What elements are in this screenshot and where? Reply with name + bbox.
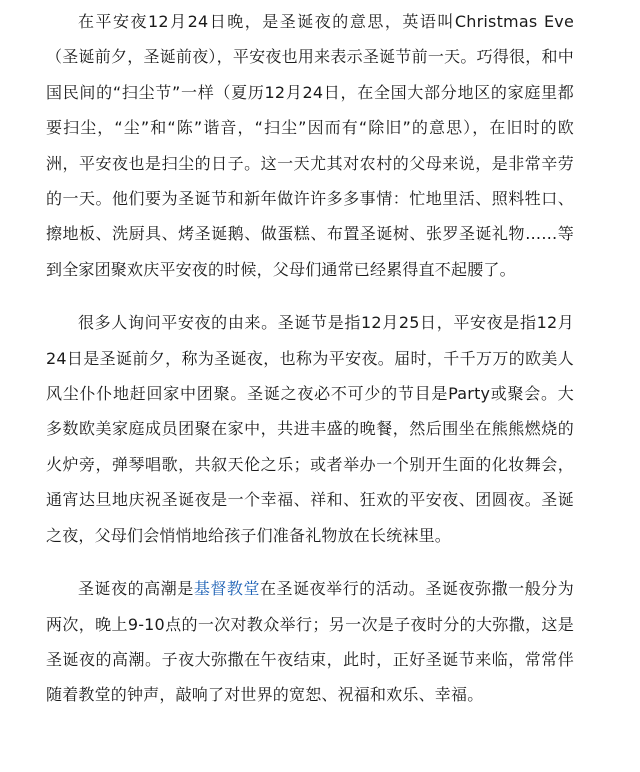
christian-church-link[interactable]: 基督教堂 — [193, 579, 260, 599]
paragraph-text-before-link: 圣诞夜的高潮是 — [78, 579, 194, 599]
paragraph-christmas-eve-mass — [46, 571, 574, 713]
paragraph-christmas-eve-meaning: 在平安夜12月24日晚，是圣诞夜的意思，英语叫Christmas Eve（圣诞前夕，圣诞前夜），平安夜也用来表示圣诞节前一天。巧得很，和中国民间的“扫尘节”一样（夏历12月24日，在全国大部分地区的家庭里都要扫尘，“尘”和“陈”谐音，“扫尘”因而有“除旧”的意思），在旧时的欧洲，平安夜也是扫尘的日子。这一天尤其对农村的父母来说，是非常辛劳的一天。他们要为圣诞节和新年做许许多多事情：忙地里活、照料牲口、擦地板、洗厨具、烤圣诞鹅、做蛋糕、布置圣诞树、张罗圣诞礼物……等到全家团聚欢庆平安夜的时候，父母们通常已经累得直不起腰了。 — [46, 12, 574, 279]
paragraph-christmas-eve-origin: 很多人询问平安夜的由来。圣诞节是指12月25日，平安夜是指12月24日是圣诞前夕，称为圣诞夜，也称为平安夜。届时，千千万万的欧美人风尘仆仆地赶回家中团聚。圣诞之夜必不可少的节目是Party或聚会。大多数欧美家庭成员团聚在家中，共进丰盛的晚餐，然后围坐在熊熊燃烧的火炉旁，弹琴唱歌，共叙天伦之乐；或者举办一个别开生面的化妆舞会，通宵达旦地庆祝圣诞夜是一个幸福、祥和、狂欢的平安夜、团圆夜。圣诞之夜，父母们会悄悄地给孩子们准备礼物放在长统袜里。 — [46, 313, 574, 545]
paragraph-text-after-link: 在圣诞夜举行的活动。圣诞夜弥撒一般分为两次，晚上9-10点的一次对教众举行；另一次是子夜时分的大弥撒，这是圣诞夜的高潮。子夜大弥撒在午夜结束，此时，正好圣诞节来临，常常伴随着教堂的钟声，敲响了对世界的宽恕、祝福和欢乐、幸福。 — [46, 579, 574, 705]
